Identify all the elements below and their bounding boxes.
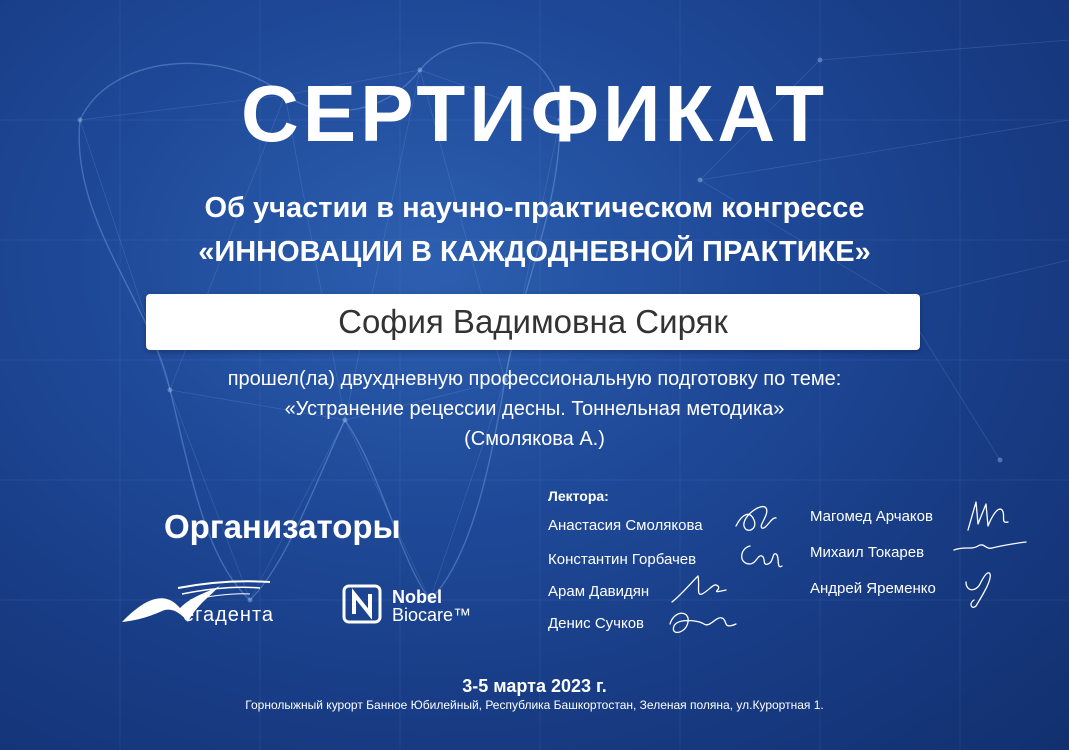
training-topic: «Устранение рецессии десны. Тоннельная методика» [284, 398, 785, 420]
congress-name: «ИННОВАЦИИ В КАЖДОДНЕВНОЙ ПРАКТИКЕ» [198, 236, 871, 268]
recipient-name-box [146, 294, 920, 350]
lecturer-name: Магомед Арчаков [810, 508, 933, 525]
nobel-logo-line2: Biocare™ [392, 605, 472, 625]
certificate-title: СЕРТИФИКАТ [240, 69, 829, 158]
training-author: (Смолякова А.) [464, 428, 605, 450]
lecturer-name: Михаил Токарев [810, 544, 925, 561]
lecturer-name: Андрей Яременко [810, 580, 936, 597]
congress-description: Об участии в научно-практическом конгрессе [204, 192, 865, 224]
lecturer-name: Константин Горбачев [548, 551, 697, 568]
signature-icon [962, 496, 1012, 536]
signature-icon [732, 496, 780, 540]
lecturer-name: Арам Давидян [548, 583, 650, 600]
recipient-name: София Вадимовна Сиряк [338, 303, 728, 340]
megadenta-logo-text: егадента [183, 604, 274, 626]
lecturer-name: Анастасия Смолякова [548, 517, 703, 534]
signature-icon [736, 536, 786, 576]
organizers-heading: Организаторы [164, 508, 401, 545]
signature-icon [960, 566, 996, 610]
training-statement: прошел(ла) двухдневную профессиональную подготовку по теме: [227, 368, 842, 390]
event-address: Горнолыжный курорт Банное Юбилейный, Республика Башкортостан, Зеленая поляна, ул.Курортная 1. [245, 698, 824, 712]
event-date: 3-5 марта 2023 г. [462, 676, 607, 696]
signature-icon [664, 602, 740, 642]
nobel-biocare-logo-icon [342, 584, 382, 624]
signature-icon [950, 536, 1030, 560]
nobel-logo-line1: Nobel [392, 587, 443, 607]
lecturer-name: Денис Сучков [548, 615, 645, 632]
lecturers-heading: Лектора: [548, 488, 609, 504]
